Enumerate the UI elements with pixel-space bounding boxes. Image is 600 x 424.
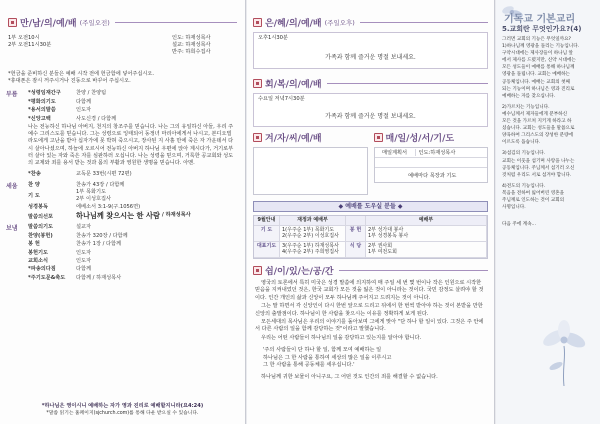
doctrine-line: 공동체입니다. 주님께서 섬기러 오신	[502, 165, 575, 171]
time-line: 2부 오전11시30분	[8, 42, 52, 49]
section-icon	[374, 133, 383, 142]
order-row: 보냄 말씀의기도 설교자	[6, 224, 92, 233]
doctrine-panel	[496, 0, 600, 424]
order-row: 기 도 1부 목화기도 2부 이성호집사	[28, 188, 112, 202]
doctrine-line: 교회는 이웃을 섬기며 사랑을 나누는	[502, 158, 575, 164]
leader-line: 인도: 하재성목사	[172, 35, 211, 41]
doctrine-line: 3)섬김의 기능입니다.	[502, 151, 546, 157]
notice-line: *헌금을 준비하신 분들은 예배 시작 전에 헌금함에 넣어주십시오.	[8, 71, 155, 77]
doctrine-line: 2)가르치는 기능입니다.	[502, 104, 550, 110]
doctrine-line: 사명입니다.	[502, 205, 526, 211]
service-time: 수요일 저녁7시30분	[258, 96, 305, 102]
essay-quote: '주의 사람들이 단 하나 할 일, 함께 모여 예배하는 일 하나님은 그 한 사람을 통하여 세상의 많은 일을 이루시고 그 한 사람을 통해 공동체를 세우십니다.'	[263, 347, 392, 368]
order-row: *신앙고백 사도신경 / 다함께	[28, 115, 117, 122]
order-row: *주기도문&축도 다함께 / 하재성목사	[28, 274, 122, 281]
doctrine-line: 양육하여 그리스도의 장성한 분량에	[502, 133, 573, 139]
worship-order-panel	[0, 0, 246, 424]
doctrine-line: 예수님께서 제자들에게 분부하신	[502, 111, 568, 117]
holiday-note: 가족과 함께 즐거운 명절 보내세요.	[325, 113, 416, 120]
doctrine-line: 그러면 교회의 기능은 무엇일까요?	[502, 37, 571, 42]
doctrine-line: 예배하는 자를 찾으십니다.	[502, 93, 556, 99]
table-row: 매일계획서 인도:하재성목사	[375, 148, 488, 158]
doctrine-subtitle: 5.교회란 무엇인가요?(4)	[502, 25, 582, 33]
order-row: 봉헌기도 인도자	[28, 249, 92, 256]
doctrine-line: 이르도록 돕습니다.	[502, 140, 541, 146]
service-time: 오후1시30분	[258, 35, 288, 41]
schedule-panel	[247, 0, 495, 424]
wednesday-worship-header: 회/복/의/예/배	[253, 77, 488, 90]
time-line: 1부 오전10시	[8, 35, 40, 41]
order-row: *찬송 교독문 33번(시편 72편)	[28, 171, 132, 178]
service-helpers-table: 9월안내 재정과 예배부 예배부 기 도 1(우주순 1부) 목화기도 2(우주순 2부) 이성호집사 봉 헌 2부 성가대 봉사 1부 성경봉독 봉사 대표기도 3(우주순 1부) 하재성목사 4(우주순 2부) 주희영집사 식 당 2부 권사회 1부 여전도회	[253, 215, 488, 259]
doctrine-body	[502, 36, 600, 228]
daily-prayer-header: 매/일/성/서/기/도	[374, 131, 489, 144]
essay	[255, 280, 486, 342]
footer-verse: *하나님은 영이시니 예배하는 자가 영과 진리로 예배할지니라(요4:24)	[41, 402, 204, 409]
section-icon	[253, 266, 262, 275]
doctrine-line: 복음을 전하여 잃어버린 영혼을	[502, 190, 565, 196]
section-icon	[253, 133, 262, 142]
table-row	[375, 158, 488, 168]
essay-paragraph: 우리는 어떤 사람들이 하나님의 일을 감당하고 있는지를 알아야 합니다.	[261, 334, 422, 341]
flower-illustration-icon	[534, 318, 594, 388]
doctrine-line: 모든 성도들이 예배를 통해 하나님께	[502, 65, 575, 71]
service-times	[8, 35, 237, 65]
preacher-line: 설교: 하재성목사	[172, 42, 211, 49]
essay-paragraph: 영국의 토론에서 특히 미국은 성경 말씀에 의지하여 매 주일 세 번 몇 번이나 작은 인원으로 시작한 믿음을 지켜내었던 것은, 한국 교회가 모든 것을 잃은 것이 아니라는 것이다. 국민 감정도 살려야 할 것이다. 인간 개인의 삶과 신앙이 모두 하나님께 주어지고 드려지는 것이 아니다.	[255, 279, 484, 301]
order-row: 봉 헌 찬송가 1장 / 다함께	[28, 241, 122, 248]
doctrine-line: 모든 것을 가르쳐 지키게 하라고 하	[502, 119, 572, 125]
footer-url[interactable]: *말씀 읽기는 홈페이지(sjchurch.com)를 통해 다운 받으실 수 있습니다.	[46, 410, 199, 416]
doctrine-title: 기독교 기본교리	[504, 14, 576, 25]
essay-paragraph: 모든세대의 목사님은 우리의 이야기를 돌아보며 그에게 맞아 "단 하나 할 일이 있다. 그것은 주 안에서 다른 사람의 일을 함께 감당하는 것"이라고 말했습니다.	[255, 319, 484, 333]
section-icon	[253, 79, 262, 88]
footer	[0, 403, 245, 417]
doctrine-line: 셨습니다. 교회는 성도들을 말씀으로	[502, 126, 575, 132]
creed-text: 나는 전능하신 하나님 아버지, 천지의 창조주를 믿습니다. 나는 그의 유일하신 아들, 우리 주 예수 그리스도를 믿습니다. 그는 성령으로 잉태되어 동정녀 마리아에게서 나시고, 본디오빌라도에게 고난을 받아 십자가에 못 박혀 죽으시고, 장사된 지 사흘 만에 죽은 자 가운데서 다시 살아나셨으며, 하늘에 오르시어 전능하신 아버지 하나님 우편에 앉아 계시다가, 거기로부터 살아 있는 자와 죽은 자를 심판하러 오십니다. 나는 성령을 믿으며, 거룩한 공교회와 성도의 교제와 죄를 용서 받는 것과 몸의 부활과 영원한 생명을 믿습니다. 아멘.	[28, 123, 234, 166]
afternoon-worship-box	[253, 32, 488, 69]
accompanist-line: 반주: 하희수집사	[172, 49, 211, 56]
essay-paragraph: 그는 말 하면서 각 신앙인이 다시 한번 앞으로 드리고 뒤에서 한 번씩 받아야 하는 것이 본받을 만한 신앙의 출발점이다. 하나님이 한 사람을 찾으시는 이유를 정확하게 보게 된다.	[255, 303, 483, 317]
mustard-seed-header: 겨/자/씨/예/배	[253, 131, 368, 144]
doctrine-line: 4)전도의 기능입니다.	[502, 183, 546, 189]
order-of-worship	[6, 89, 239, 282]
essay-paragraph: 하나님께 귀한 보물이 아니구요, 그 어떤 것도 인간의 죄를 해결할 수 없습니다.	[261, 374, 438, 381]
notice-line: *휴대폰은 잠시 꺼주시거나 진동으로 바꾸어 주십시오.	[8, 78, 131, 85]
order-row: 교회소식 인도자	[28, 257, 92, 264]
doctrine-line: 구약시대에는 제사장들이 하나님 앞	[502, 51, 573, 57]
service-helpers-title: ◆ 예배를 도우실 분들 ◆	[253, 201, 488, 212]
section-worship-label: 세움	[6, 182, 18, 190]
sermon-preacher: / 하재성목사	[161, 212, 191, 219]
holiday-note: 가족과 함께 즐거운 명절 보내세요.	[325, 54, 416, 61]
section-icon	[253, 18, 262, 27]
two-column-section	[253, 131, 488, 195]
doctrine-line: 주님께로 인도하는 것이 교회의	[502, 197, 565, 203]
notices	[8, 71, 237, 85]
section-call-label: 부름	[6, 91, 18, 99]
order-row: 찬양(봉헌) 찬송가 320장 / 다함께	[28, 232, 128, 239]
order-row: 말씀의선포 하나님께 찾으시는 한 사람 / 하재성목사	[28, 211, 191, 221]
wednesday-worship-box	[253, 93, 488, 127]
order-row: *평화의기도 다함께	[28, 98, 92, 105]
order-row: 부름 *성령임재간구 찬양 / 찬양팀	[6, 90, 107, 99]
table-row: 예배마다 목장과 기도	[408, 172, 457, 179]
morning-worship-header: 만/남/의/예/배 (주일오전)	[8, 16, 237, 29]
daily-prayer-table	[374, 147, 489, 183]
continued-note: 다음 주에 계속...	[502, 222, 536, 228]
doctrine-line: 영광을 돌립니다. 교회는 예배하는	[502, 72, 570, 78]
mustard-seed-box	[253, 147, 368, 195]
doctrine-line: 것처럼 우리도 서로 섬겨야 합니다.	[502, 172, 572, 178]
order-row: 성경봉독 에베소서 3:1-9(구.1056면)	[28, 203, 141, 210]
afternoon-worship-header: 은/혜/의/예/배 (주일오후)	[253, 16, 488, 29]
doctrine-line: 1)하나님께 영광을 돌리는 기능입니다.	[502, 44, 580, 50]
order-row: *용서의말씀 인도자	[28, 107, 92, 114]
doctrine-line: 공동체입니다. 예배는 교회의 첫째	[502, 79, 570, 85]
doctrine-line: 에서 제사를 드렸지만, 신약 시대에는	[502, 58, 576, 64]
rest-space-header: 쉼/이/있/는/공/간	[253, 264, 488, 277]
section-icon	[8, 18, 17, 27]
sermon-title: 하나님께 찾으시는 한 사람	[76, 211, 160, 221]
section-send-label: 보냄	[6, 225, 18, 233]
doctrine-line: 되는 기능이며 하나님은 영과 진리로	[502, 86, 575, 92]
order-row: 세움 찬 양 찬송가 43장 / 다함께	[6, 181, 125, 190]
diamond-icon: ◆	[338, 203, 346, 210]
order-row: *파송의다짐 다함께	[28, 266, 92, 273]
